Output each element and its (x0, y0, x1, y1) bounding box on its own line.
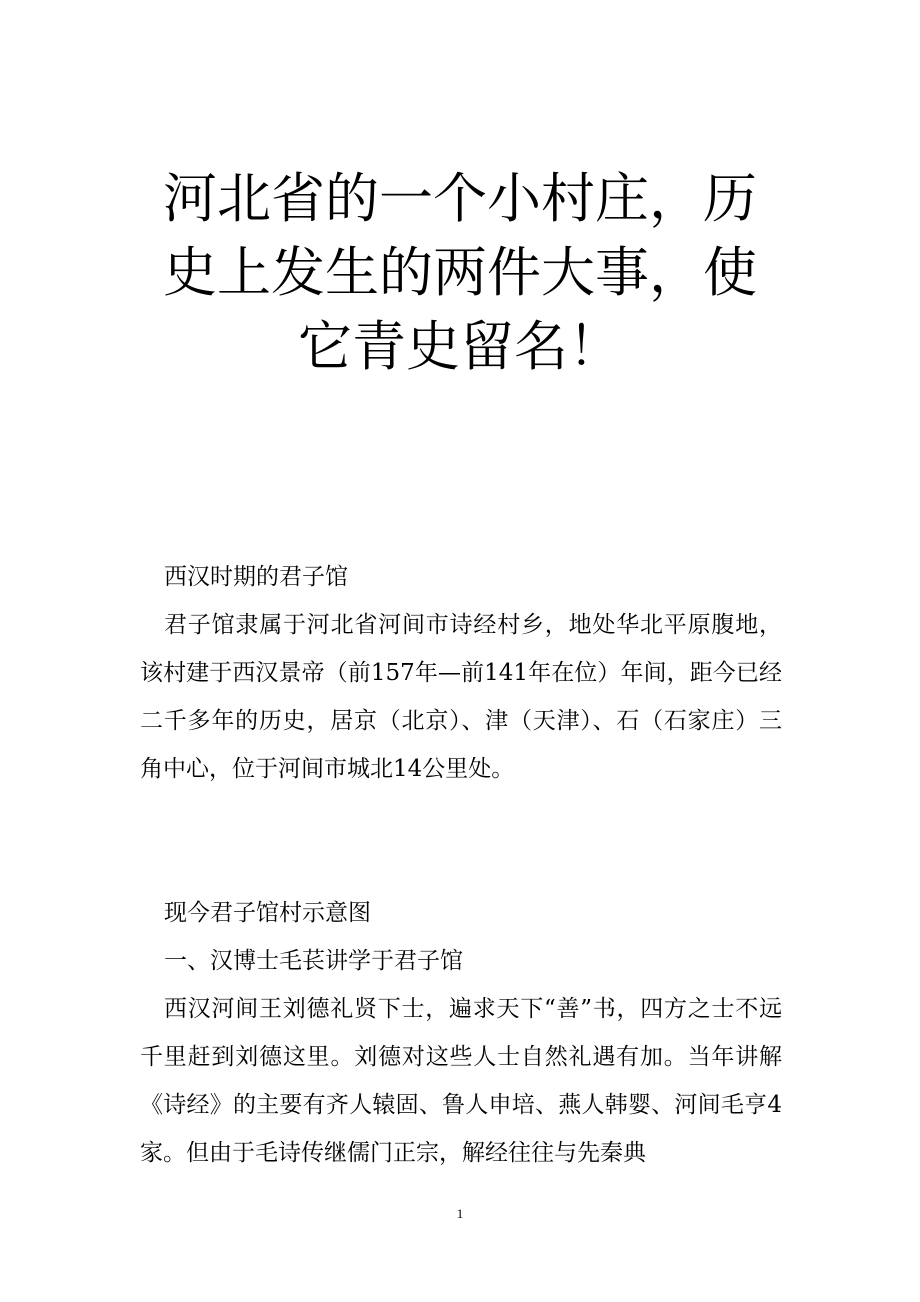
image-caption: 现今君子馆村示意图 (164, 900, 371, 926)
section-western-han (140, 553, 782, 793)
section-paragraph: 西汉河间王刘德礼贤下士，遍求天下“善”书，四方之士不远千里赶到刘德这里。刘德对这些人士自然礼遇有加。当年讲解《诗经》的主要有齐人辕固、鲁人申培、燕人韩婴、河间毛亨4家。但由于毛诗传继儒门正宗，解经往往与先秦典 (140, 996, 782, 1166)
section-mao-chang (140, 889, 782, 1177)
page-number: 1 (456, 1206, 464, 1221)
section-heading: 西汉时期的君子馆 (164, 564, 348, 590)
section-heading: 一、汉博士毛苌讲学于君子馆 (164, 948, 463, 974)
document-title: 河北省的一个小村庄，历史上发生的两件大事，使它青史留名！ (163, 167, 757, 378)
section-paragraph: 君子馆隶属于河北省河间市诗经村乡，地处华北平原腹地，该村建于西汉景帝（前157年—前141年在位）年间，距今已经二千多年的历史，居京（北京）、津（天津）、石（石家庄）三角中心，位于河间市城北14公里处。 (140, 612, 782, 782)
